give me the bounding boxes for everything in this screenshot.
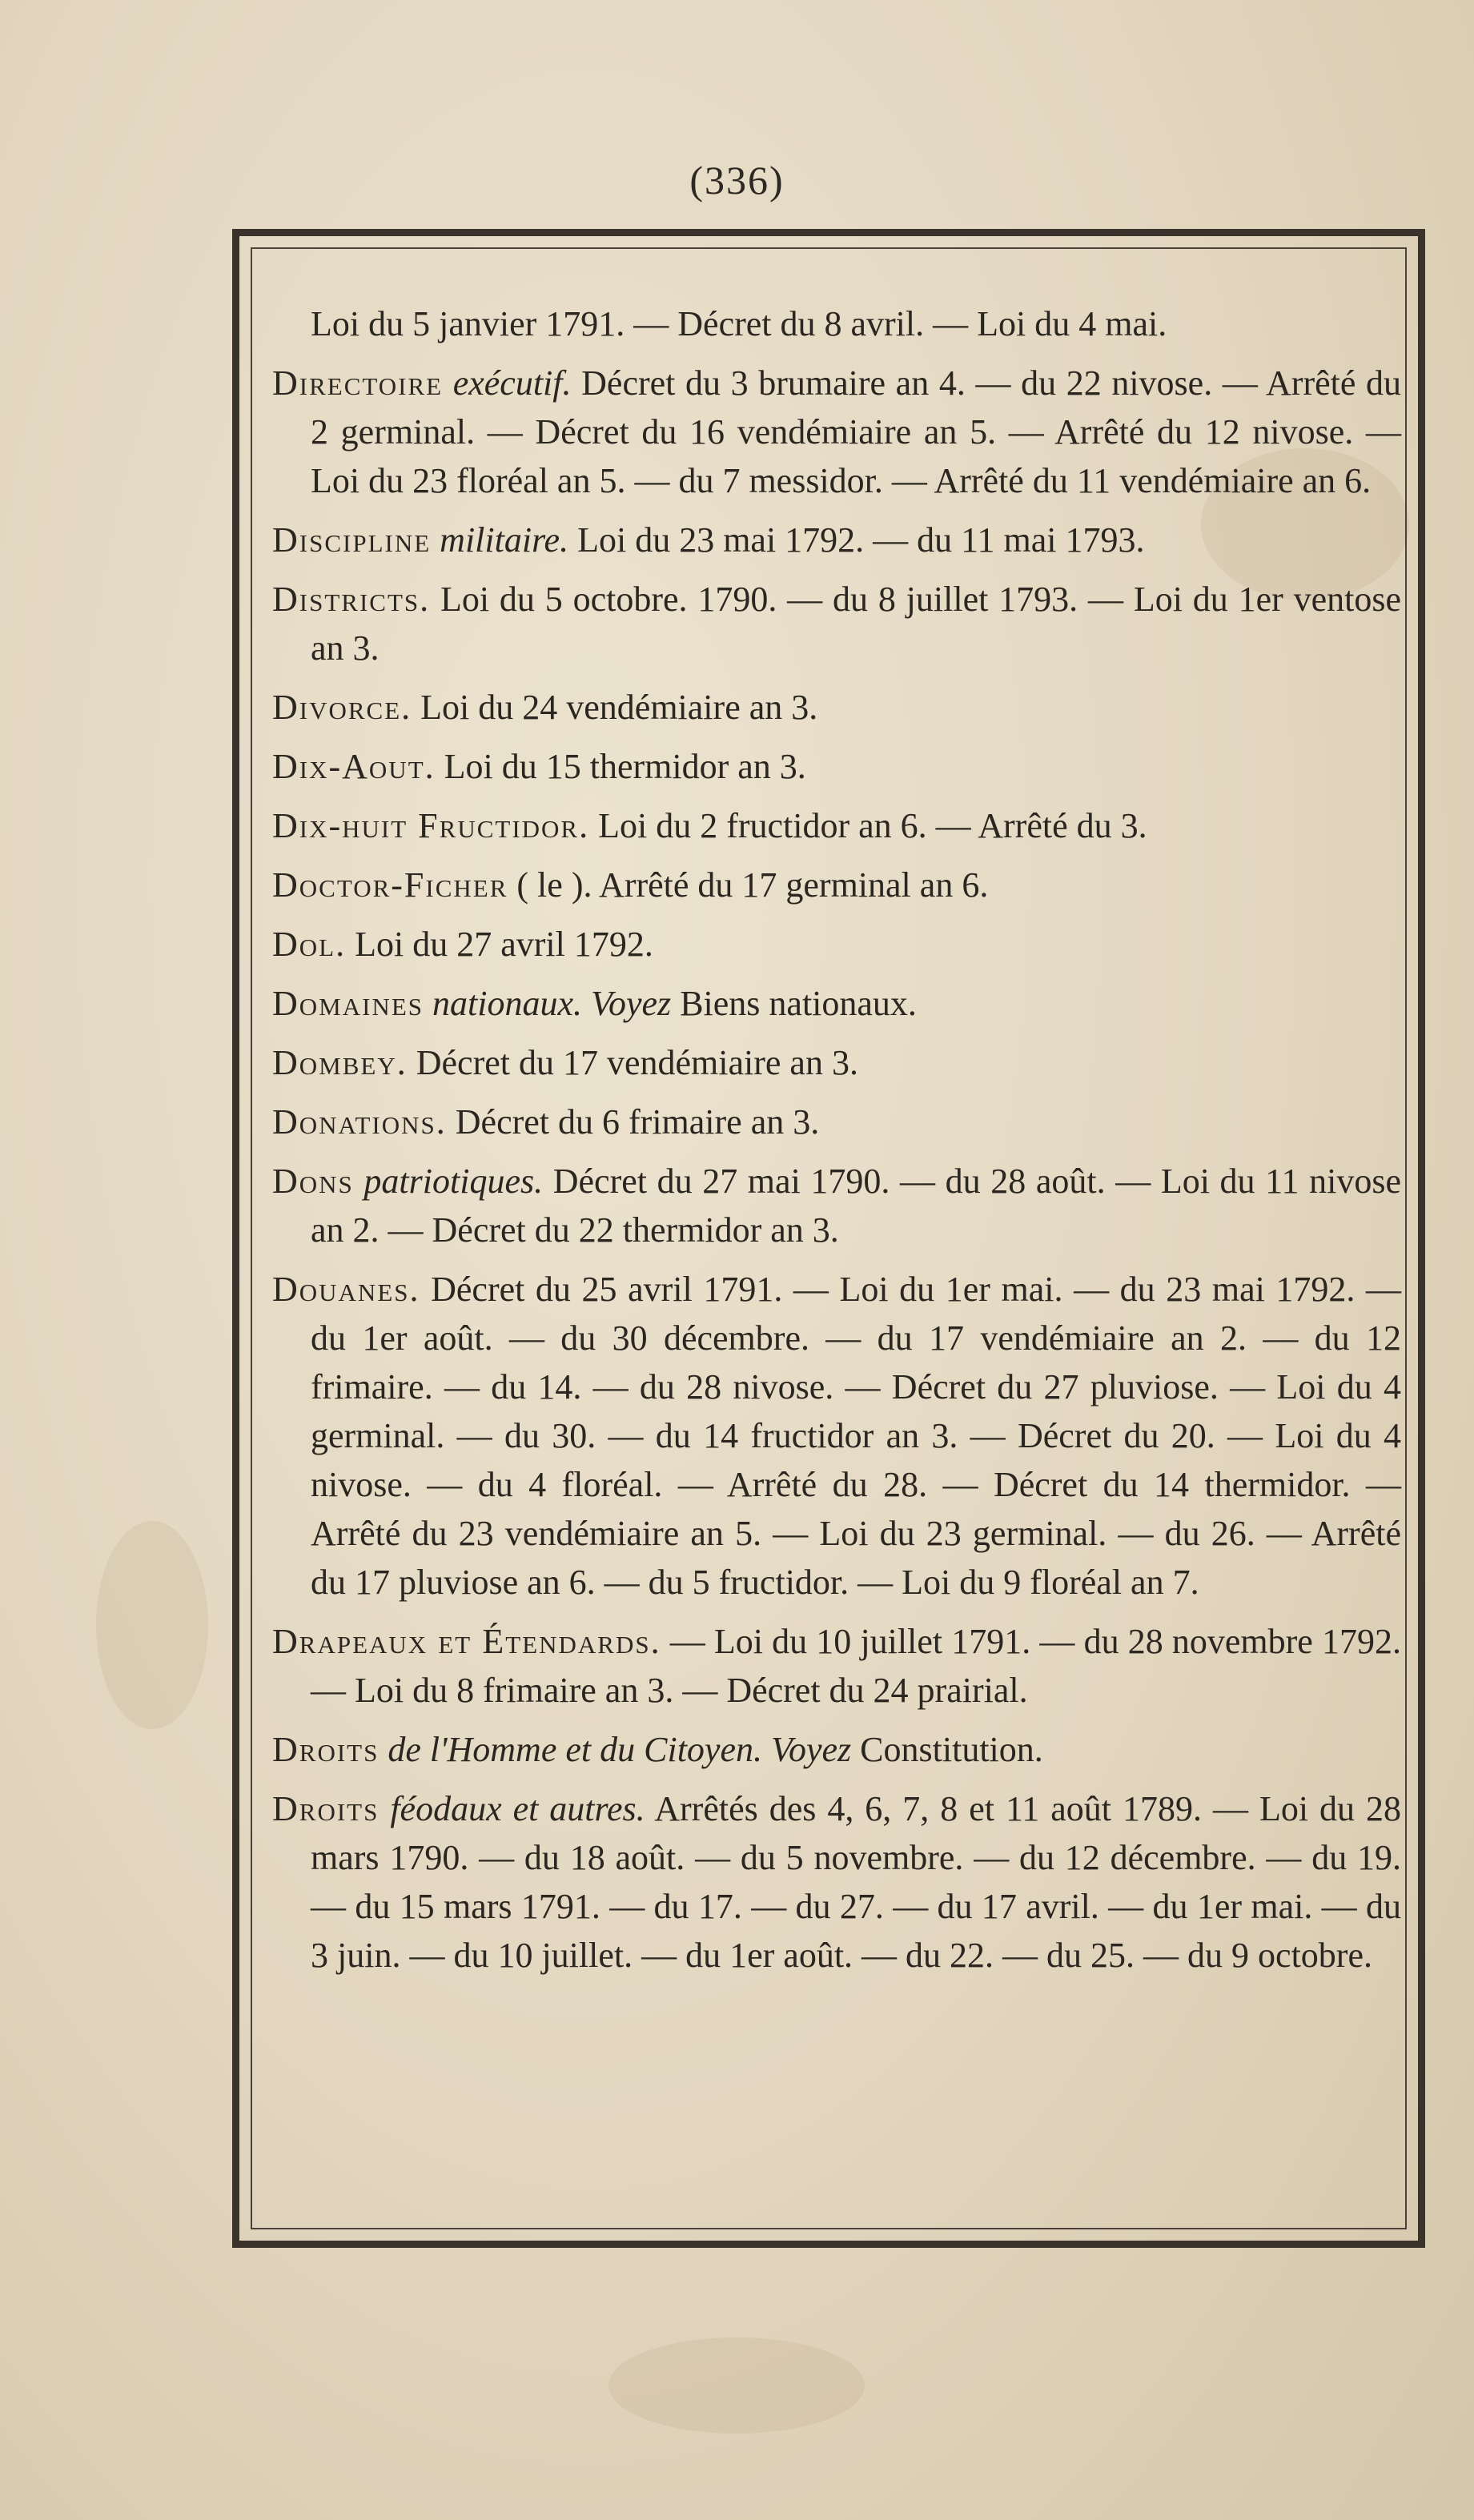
entry-headword: Drapeaux et Étendards. — [272, 1622, 661, 1661]
entry-headword: Directoire — [272, 363, 444, 403]
index-entry-doctor-ficher — [272, 861, 1401, 909]
entry-qualifier: nationaux. — [432, 984, 582, 1023]
entry-qualifier: exécutif. — [452, 363, 572, 403]
index-entry-list — [272, 299, 1401, 1990]
entry-qualifier: militaire. — [440, 520, 569, 560]
entry-text: Loi du 23 mai 1792. — du 11 mai 1793. — [577, 520, 1145, 560]
entry-headword: Domaines — [272, 984, 424, 1023]
entry-headword: Douanes. — [272, 1270, 420, 1309]
page-number: (336) — [689, 158, 785, 203]
index-entry-douanes — [272, 1265, 1401, 1607]
index-entry-droits-homme — [272, 1725, 1401, 1774]
entry-text: Loi du 24 vendémiaire an 3. — [420, 688, 818, 727]
index-entry-domaines — [272, 979, 1401, 1028]
entry-qualifier: féodaux et autres. — [390, 1789, 645, 1828]
entry-headword: Dol. — [272, 925, 347, 964]
index-entry-discipline — [272, 516, 1401, 564]
index-entry-districts — [272, 575, 1401, 672]
entry-text: Décret du 17 vendémiaire an 3. — [416, 1043, 858, 1082]
paper-stain — [608, 2337, 865, 2434]
entry-text: ( le ). Arrêté du 17 germinal an 6. — [516, 865, 989, 905]
index-entry-drapeaux — [272, 1617, 1401, 1715]
entry-text: Loi du 5 janvier 1791. — Décret du 8 avril. — Loi du 4 mai. — [311, 304, 1167, 343]
index-entry-dix-aout — [272, 742, 1401, 791]
entry-headword: Donations. — [272, 1102, 447, 1142]
entry-qualifier: patriotiques. — [363, 1162, 544, 1201]
entry-headword: Districts. — [272, 580, 431, 619]
entry-text: Biens nationaux. — [680, 984, 917, 1023]
entry-headword: Droits — [272, 1730, 380, 1769]
entry-text: Constitution. — [860, 1730, 1043, 1769]
entry-text: Décret du 6 frimaire an 3. — [455, 1102, 820, 1142]
entry-headword: Divorce. — [272, 688, 412, 727]
entry-headword: Doctor-Ficher — [272, 865, 508, 905]
index-entry-droits-feodaux — [272, 1784, 1401, 1980]
entry-qualifier: de l'Homme et du Citoyen. — [388, 1730, 762, 1769]
index-entry-dix-huit-fructidor — [272, 801, 1401, 850]
entry-text: Arrêtés des 4, 6, 7, 8 et 11 août 1789. — Loi du 28 mars 1790. — du 18 août. — du 5 novembre. — du 12 décembre. — du 19. — du 15 mars 1791. — du 17. — du 27. — du 17 avril. — du 1er mai. — du 3 juin. — du 10 juillet. — du 1er août. — du 22. — du 25. — du 9 octobre. — [311, 1789, 1402, 1975]
entry-text: Loi du 15 thermidor an 3. — [444, 747, 806, 786]
entry-headword: Dons — [272, 1162, 354, 1201]
entry-text: Décret du 25 avril 1791. — Loi du 1er mai. — du 23 mai 1792. — du 1er août. — du 30 décembre. — du 17 vendémiaire an 2. — du 12 frimaire. — du 14. — du 28 nivose. — Décret du 27 pluviose. — Loi du 4 germinal. — du 30. — du 14 fructidor an 3. — Décret du 20. — Loi du 4 nivose. — du 4 floréal. — Arrêté du 28. — Décret du 14 thermidor. — Arrêté du 23 vendémiaire an 5. — Loi du 23 germinal. — du 26. — Arrêté du 17 pluviose an 6. — du 5 fructidor. — Loi du 9 floréal an 7. — [311, 1270, 1401, 1602]
entry-text: Loi du 2 fructidor an 6. — Arrêté du 3. — [598, 806, 1147, 845]
entry-headword: Dombey. — [272, 1043, 408, 1082]
entry-text: Décret du 3 brumaire an 4. — du 22 nivose. — Arrêté du 2 germinal. — Décret du 16 vendémiaire an 5. — Arrêté du 12 nivose. — Loi du 23 floréal an 5. — du 7 messidor. — Arrêté du 11 vendémiaire an 6. — [311, 363, 1401, 500]
index-entry-dol — [272, 920, 1401, 969]
entry-cross-reference-marker: Voyez — [591, 984, 672, 1023]
entry-text: — Loi du 10 juillet 1791. — du 28 novembre 1792. — Loi du 8 frimaire an 3. — Décret du 24 prairial. — [311, 1622, 1401, 1710]
entry-headword: Dix-huit Fructidor. — [272, 806, 590, 845]
entry-text: Loi du 27 avril 1792. — [355, 925, 653, 964]
index-entry-loi-du-5-janvier — [272, 299, 1401, 348]
entry-headword: Dix-Aout. — [272, 747, 436, 786]
index-entry-divorce — [272, 683, 1401, 732]
index-entry-dons — [272, 1157, 1401, 1254]
paper-stain — [96, 1521, 208, 1729]
entry-headword: Discipline — [272, 520, 432, 560]
entry-text: Décret du 27 mai 1790. — du 28 août. — Loi du 11 nivose an 2. — Décret du 22 thermidor an 3. — [311, 1162, 1402, 1250]
entry-text: Loi du 5 octobre. 1790. — du 8 juillet 1793. — Loi du 1er ventose an 3. — [311, 580, 1402, 668]
index-entry-dombey — [272, 1038, 1401, 1087]
index-entry-donations — [272, 1097, 1401, 1146]
index-entry-directoire — [272, 359, 1401, 505]
entry-cross-reference-marker: Voyez — [770, 1730, 852, 1769]
entry-headword: Droits — [272, 1789, 380, 1828]
